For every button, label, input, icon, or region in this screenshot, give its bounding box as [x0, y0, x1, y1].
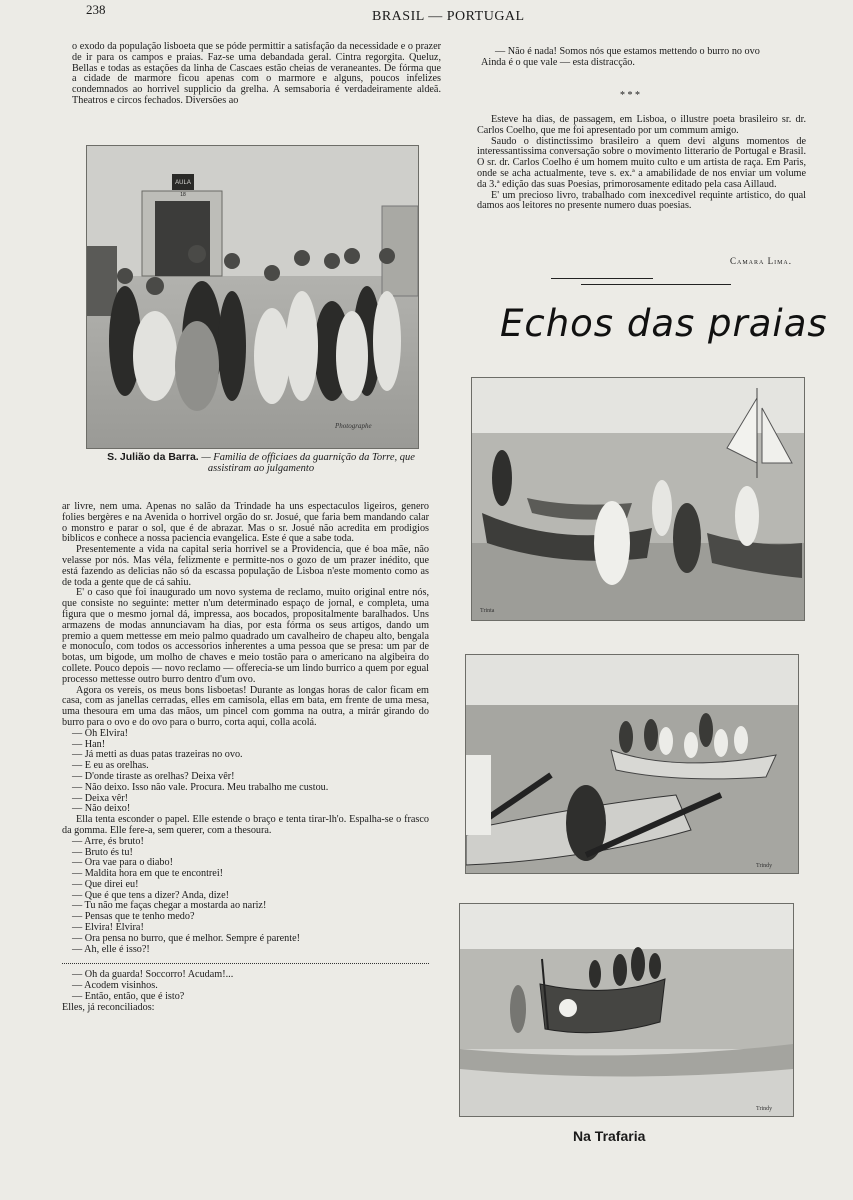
right-col-body — [477, 115, 806, 212]
caption-text: — Familia de officiaes da guarnição da Torre, que assistiram ao julgamento — [201, 452, 415, 474]
left-col-top — [72, 42, 441, 107]
svg-text:Trindy: Trindy — [756, 863, 773, 869]
paragraph: o exodo da população lisboeta que se póde permittir a satisfação da necessidade e o prazer de ir para os campos e praias. Faz-se uma debandada geral. Cintra regorgita. Queluz, Bellas e todas as estações da linha de Cascaes estão cheias de veraneantes. De fórma que a cidade de marmore ficou apenas com o marmore e alguns, poucos infelizes condemnados ao horrivel supplicio da grelha. A semsaboria é verdadeiramente aldeã. Theatros e circos fechados. Diversões ao — [72, 41, 441, 106]
paragraph: Saudo o distinctissimo brasileiro a quem devi alguns momentos de interessantissima conversação sobre o movimento litterario de Portugal e Brasil. O sr. dr. Carlos Coelho é um homem muito culto e um artista de raça. Em Paris, onde se acha actualmente, teve s. ex.ª a amabilidade de nos enviar um volume da 3.ª edição das suas Poesias, primorosamente editado pela casa Aillaud. — [477, 135, 806, 190]
dialogue-block-1: — Oh Elvira! — Han! — Já metti as duas patas trazeiras no ovo. — E eu as orelhas. — D'onde tiraste as orelhas? Deixa vêr! — Não deixo. Isso não vale. Procura. Meu trabalho me custou. — Deixa vêr! — Não deixo! — [72, 727, 329, 815]
right-col-top: — Não é nada! Somos nós que estamos mettendo o burro no ovo Ainda é o que vale — esta distracção. — [481, 46, 760, 68]
photo1-caption — [96, 452, 426, 474]
section-title: Echos das praias — [500, 302, 828, 345]
photographer-mark: Photographe — [335, 422, 372, 430]
boat-launch-photo — [459, 903, 794, 1117]
family-group-photo — [86, 145, 419, 449]
svg-text:18: 18 — [180, 192, 186, 198]
paragraph: ar livre, nem uma. Apenas no salão da Trindade ha uns espectaculos ligeiros, genero folies bergères e na Avenida o horrivel orgão do sr. Josué, que faria bem mandando calar o monstro e parar o sol, que é de abrazar. Mas o sr. Josué não acredita em prodigios biblicos e conhece a nossa paciencia evangelica. Este é que a sabe toda. — [62, 501, 429, 545]
narration: Ella tenta esconder o papel. Elle estende o braço e tenta tirar-lh'o. Espalha-se o frasco da gomma. Elle fere-a, sem querer, com a thesoura. — [62, 814, 429, 836]
page-number: 238 — [86, 2, 106, 17]
dialogue-block-3: — Oh da guarda! Soccorro! Acudam!... — Acodem visinhos. — Então, então, que é isto? — [72, 969, 234, 1003]
paragraph: Esteve ha dias, de passagem, em Lisboa, o illustre poeta brasileiro sr. dr. Carlos Coelho, que me foi apresentado por um commum amigo. — [477, 114, 806, 136]
stars-separator: * * * — [620, 90, 640, 101]
decorative-rule — [581, 284, 731, 285]
closing-line: Elles, já reconciliados: — [62, 1001, 155, 1013]
paragraph: E' o caso que foi inaugurado um novo systema de reclamo, muito original entre nós, que consiste no seguinte: metter n'um determinado espaço de jornal, e completa, uma figura que o mesmo jornal dá, impressa, aos bocados, propositalmente baralhados. Uns armazens de modas annunciavam ha dias, por esta fórma os seus artigos, dando um premio a quem mettesse em meio palmo quadrado um cavalheiro de chapeu alto, bengala e monoculo, com todos os accessorios inherentes a uma pessoa que se presa: um par de botas, um bigode, um molho de chaves e meio tostão para o americano na algibeira do collete. Pouco depois — novo reclamo — offerecia-se um lindo burrico a quem por egual processo mettesse outro burro dentro d'um ovo. — [62, 587, 429, 685]
sign-text: AULA — [175, 180, 191, 186]
trafaria-caption: Na Trafaria — [573, 1128, 646, 1144]
decorative-rule — [551, 278, 653, 279]
paragraph: Agora os vereis, os meus bons lisboetas! Durante as longas horas de calor ficam em casa, com as janellas cerradas, elles em camisola, ellas em bata, em frente de uma mesa, uma thesoura em uma das mãos, um pincel com gomma na outra, a mirár girando do burro para o ovo e do ovo para o burro, corta aqui, colla acolá. — [62, 684, 429, 728]
dotted-separator — [62, 963, 429, 964]
svg-text:Trinta: Trinta — [480, 608, 495, 614]
rowing-boats-photo — [465, 654, 799, 874]
svg-text:Trindy: Trindy — [756, 1106, 773, 1112]
caption-place: S. Julião da Barra. — [107, 451, 199, 463]
author-signature: Camara Lima. — [730, 256, 793, 266]
beach-boats-photo — [471, 377, 805, 621]
dialogue-block-2: — Arre, és bruto! — Bruto és tu! — Ora vae para o diabo! — Maldita hora em que te encontrei! — Que direi eu! — Que é que tens a dizer? Anda, dize! — Tu não me faças chegar a mostarda ao nariz! — Pensas que te tenho medo? — Elvira! Elvira! — Ora pensa no burro, que é melhor. Sempre é parente! — Ah, elle é isso?! — [72, 835, 301, 955]
left-col-body — [62, 502, 429, 1014]
running-head: BRASIL — PORTUGAL — [372, 9, 525, 24]
paragraph: E' um precioso livro, trabalhado com inexcedivel requinte artistico, do qual damos aos leitores no presente numero duas poesias. — [477, 189, 806, 212]
paragraph: Presentemente a vida na capital seria horrivel se a Providencia, que é boa mãe, não velasse por nós. Mas véla, felizmente e permitte-nos o gozo de um prazer inédito, que está fazendo as delicias não só da escassa população de Lisboa n'este momento como as de toda a gente que de cá sahiu. — [62, 544, 429, 588]
